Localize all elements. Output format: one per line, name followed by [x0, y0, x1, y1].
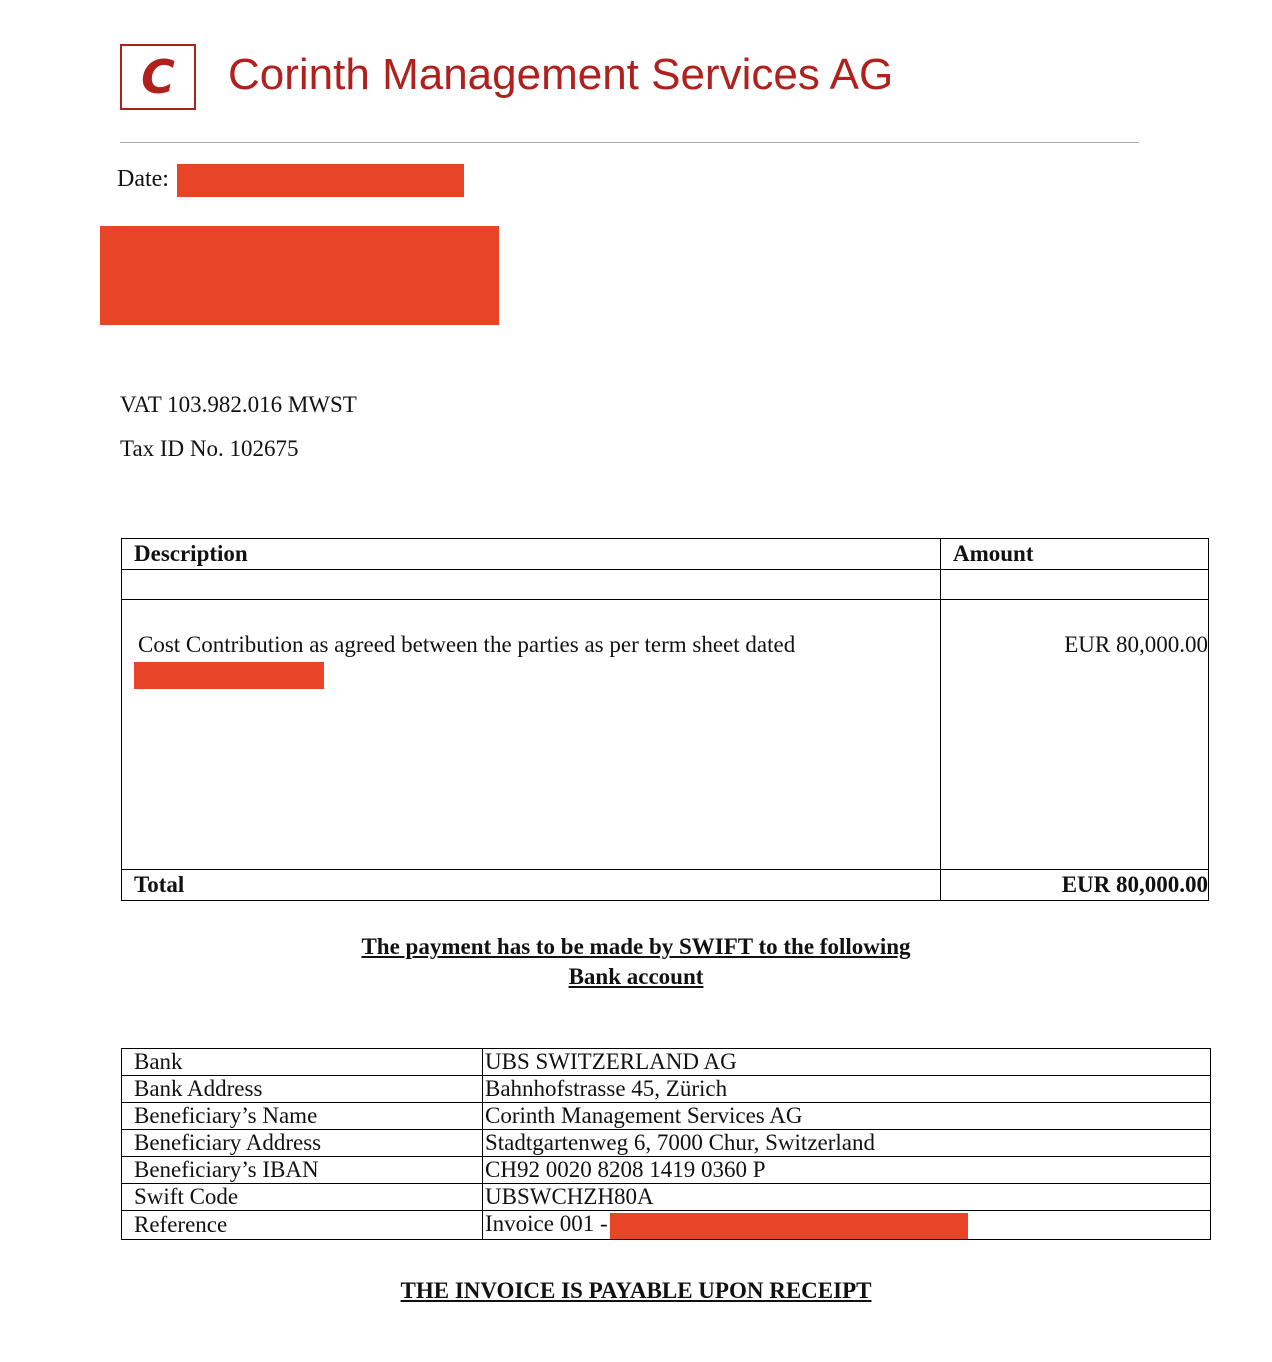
- company-name: Corinth Management Services AG: [228, 50, 894, 99]
- bank-row: [122, 1049, 1211, 1076]
- beneficiary-address-value: Stadtgartenweg 6, 7000 Chur, Switzerland: [483, 1130, 1211, 1157]
- company-logo: [120, 44, 196, 110]
- beneficiary-iban-value: CH92 0020 8208 1419 0360 P: [483, 1157, 1211, 1184]
- bank-label: Bank: [122, 1049, 483, 1076]
- payable-upon-receipt-note: THE INVOICE IS PAYABLE UPON RECEIPT: [400, 1278, 872, 1303]
- total-amount: EUR 80,000.00: [941, 870, 1209, 901]
- swift-code-row: [122, 1184, 1211, 1211]
- beneficiary-name-label: Beneficiary’s Name: [122, 1103, 483, 1130]
- beneficiary-iban-row: [122, 1157, 1211, 1184]
- payment-instruction: [300, 932, 972, 992]
- date-label: Date:: [117, 166, 169, 192]
- invoice-header-row: [122, 539, 1209, 570]
- beneficiary-address-label: Beneficiary Address: [122, 1130, 483, 1157]
- invoice-table: [121, 538, 1209, 901]
- bank-details-table: [121, 1048, 1211, 1240]
- beneficiary-iban-label: Beneficiary’s IBAN: [122, 1157, 483, 1184]
- line-description-cell: [122, 600, 941, 870]
- bank-address-row: [122, 1076, 1211, 1103]
- redacted-date: [177, 164, 464, 197]
- vat-number: VAT 103.982.016 MWST: [120, 392, 357, 417]
- line-amount: EUR 80,000.00: [1064, 632, 1208, 657]
- invoice-spacer-row: [122, 570, 1209, 600]
- redacted-reference: [610, 1213, 968, 1239]
- redacted-recipient-address: [100, 226, 499, 325]
- tax-id: Tax ID No. 102675: [120, 436, 299, 461]
- description-header: Description: [122, 539, 941, 570]
- reference-label: Reference: [122, 1211, 483, 1240]
- beneficiary-address-row: [122, 1130, 1211, 1157]
- beneficiary-name-row: [122, 1103, 1211, 1130]
- redacted-term-sheet-date: [134, 662, 324, 689]
- amount-header: Amount: [941, 539, 1209, 570]
- bank-value: UBS SWITZERLAND AG: [483, 1049, 1211, 1076]
- total-label: Total: [122, 870, 941, 901]
- logo-letter: C: [141, 50, 175, 104]
- invoice-total-row: [122, 870, 1209, 901]
- beneficiary-name-value: Corinth Management Services AG: [483, 1103, 1211, 1130]
- payment-instruction-line1: The payment has to be made by SWIFT to the following: [361, 934, 911, 959]
- line-description: Cost Contribution as agreed between the parties as per term sheet dated: [138, 632, 796, 657]
- reference-row: [122, 1211, 1211, 1240]
- swift-code-label: Swift Code: [122, 1184, 483, 1211]
- payment-instruction-line2: Bank account: [568, 964, 704, 989]
- invoice-line-row: [122, 600, 1209, 870]
- reference-value-cell: [483, 1211, 1211, 1240]
- swift-code-value: UBSWCHZH80A: [483, 1184, 1211, 1211]
- reference-value: Invoice 001 -: [485, 1211, 608, 1236]
- bank-address-label: Bank Address: [122, 1076, 483, 1103]
- line-amount-cell: [941, 600, 1209, 870]
- bank-address-value: Bahnhofstrasse 45, Zürich: [483, 1076, 1211, 1103]
- header-divider: [120, 142, 1139, 143]
